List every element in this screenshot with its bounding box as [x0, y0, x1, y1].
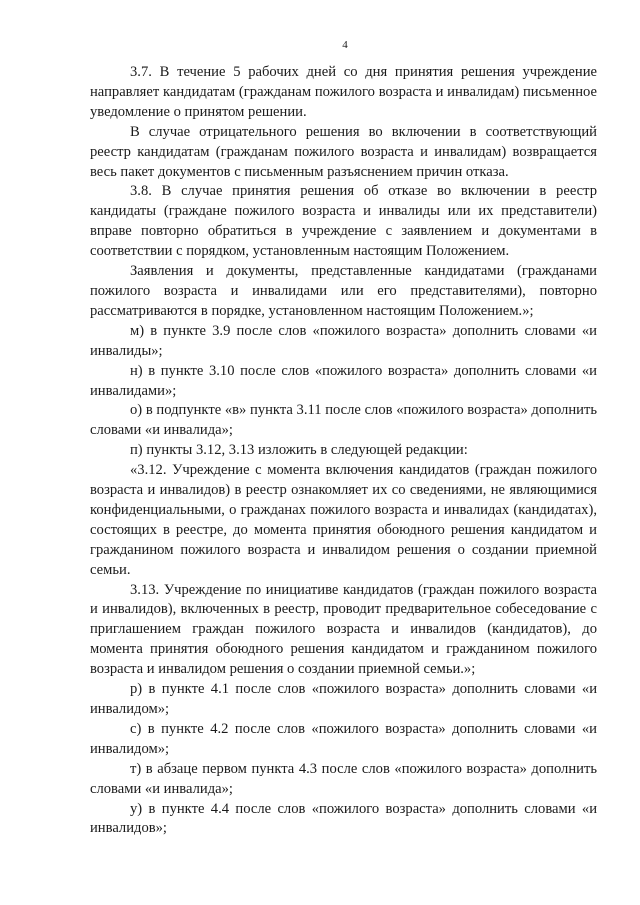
page-number: 4 — [342, 39, 348, 51]
document-body — [90, 63, 597, 839]
paragraph-repeat-review: Заявления и документы, представленные кандидатами (гражданами пожилого возраста и инвалидами или его представителями), повторно рассматриваются в порядке, установленном настоящим Положением.»; — [90, 263, 597, 319]
paragraph-item-r: р) в пункте 4.1 после слов «пожилого возраста» дополнить словами «и инвалидом»; — [90, 681, 597, 717]
paragraph-item-n: н) в пункте 3.10 после слов «пожилого возраста» дополнить словами «и инвалидами»; — [90, 362, 597, 399]
paragraph-3-8: 3.8. В случае принятия решения об отказе во включении в реестр кандидаты (граждане пожилого возраста и инвалиды или их представители) вправе повторно обратиться в учреждение с заявлением и документами в соответствии с порядком, установленным настоящим Положением. — [90, 183, 597, 260]
paragraph-negative-decision: В случае отрицательного решения во включении в соответствующий реестр кандидатам (гражданам пожилого возраста и инвалидам) возвращается весь пакет документов с письменным разъяснением причин отказа. — [90, 123, 597, 180]
paragraph-item-o: о) в подпункте «в» пункта 3.11 после слов «пожилого возраста» дополнить словами «и инвалида»; — [90, 402, 597, 439]
paragraph-item-m: м) в пункте 3.9 после слов «пожилого возраста» дополнить словами «и инвалиды»; — [90, 322, 597, 359]
paragraph-item-p: п) пункты 3.12, 3.13 изложить в следующей редакции: — [130, 442, 468, 459]
paragraph-item-s: с) в пункте 4.2 после слов «пожилого возраста» дополнить словами «и инвалидом»; — [90, 720, 597, 757]
paragraph-3-12: «3.12. Учреждение с момента включения кандидатов (граждан пожилого возраста и инвалидов) в реестр ознакомляет их со сведениями, не являющимися конфиденциальными, о гражданах пожилого возраста и инвалидах (кандидатах), состоящих в реестре, до момента принятия обоюдного решения кандидатом и гражданином пожилого возраста и инвалидом решения о создании приемной семьи. — [90, 462, 597, 578]
paragraph-3-7: 3.7. В течение 5 рабочих дней со дня принятия решения учреждение направляет кандидатам (гражданам пожилого возраста и инвалидам) письменное уведомление о принятом решении. — [90, 64, 597, 120]
paragraph-item-u: у) в пункте 4.4 после слов «пожилого возраста» дополнить словами «и инвалидов»; — [90, 800, 597, 837]
paragraph-item-t: т) в абзаце первом пункта 4.3 после слов «пожилого возраста» дополнить словами «и инвалида»; — [90, 760, 597, 797]
paragraph-3-13: 3.13. Учреждение по инициативе кандидатов (граждан пожилого возраста и инвалидов), включенных в реестр, проводит предварительное собеседование с приглашением граждан пожилого возраста и инвалидов (кандидатов), до момента принятия обоюдного решения кандидатом и гражданином пожилого возраста и инвалидом решения о создании приемной семьи.»; — [90, 581, 597, 678]
